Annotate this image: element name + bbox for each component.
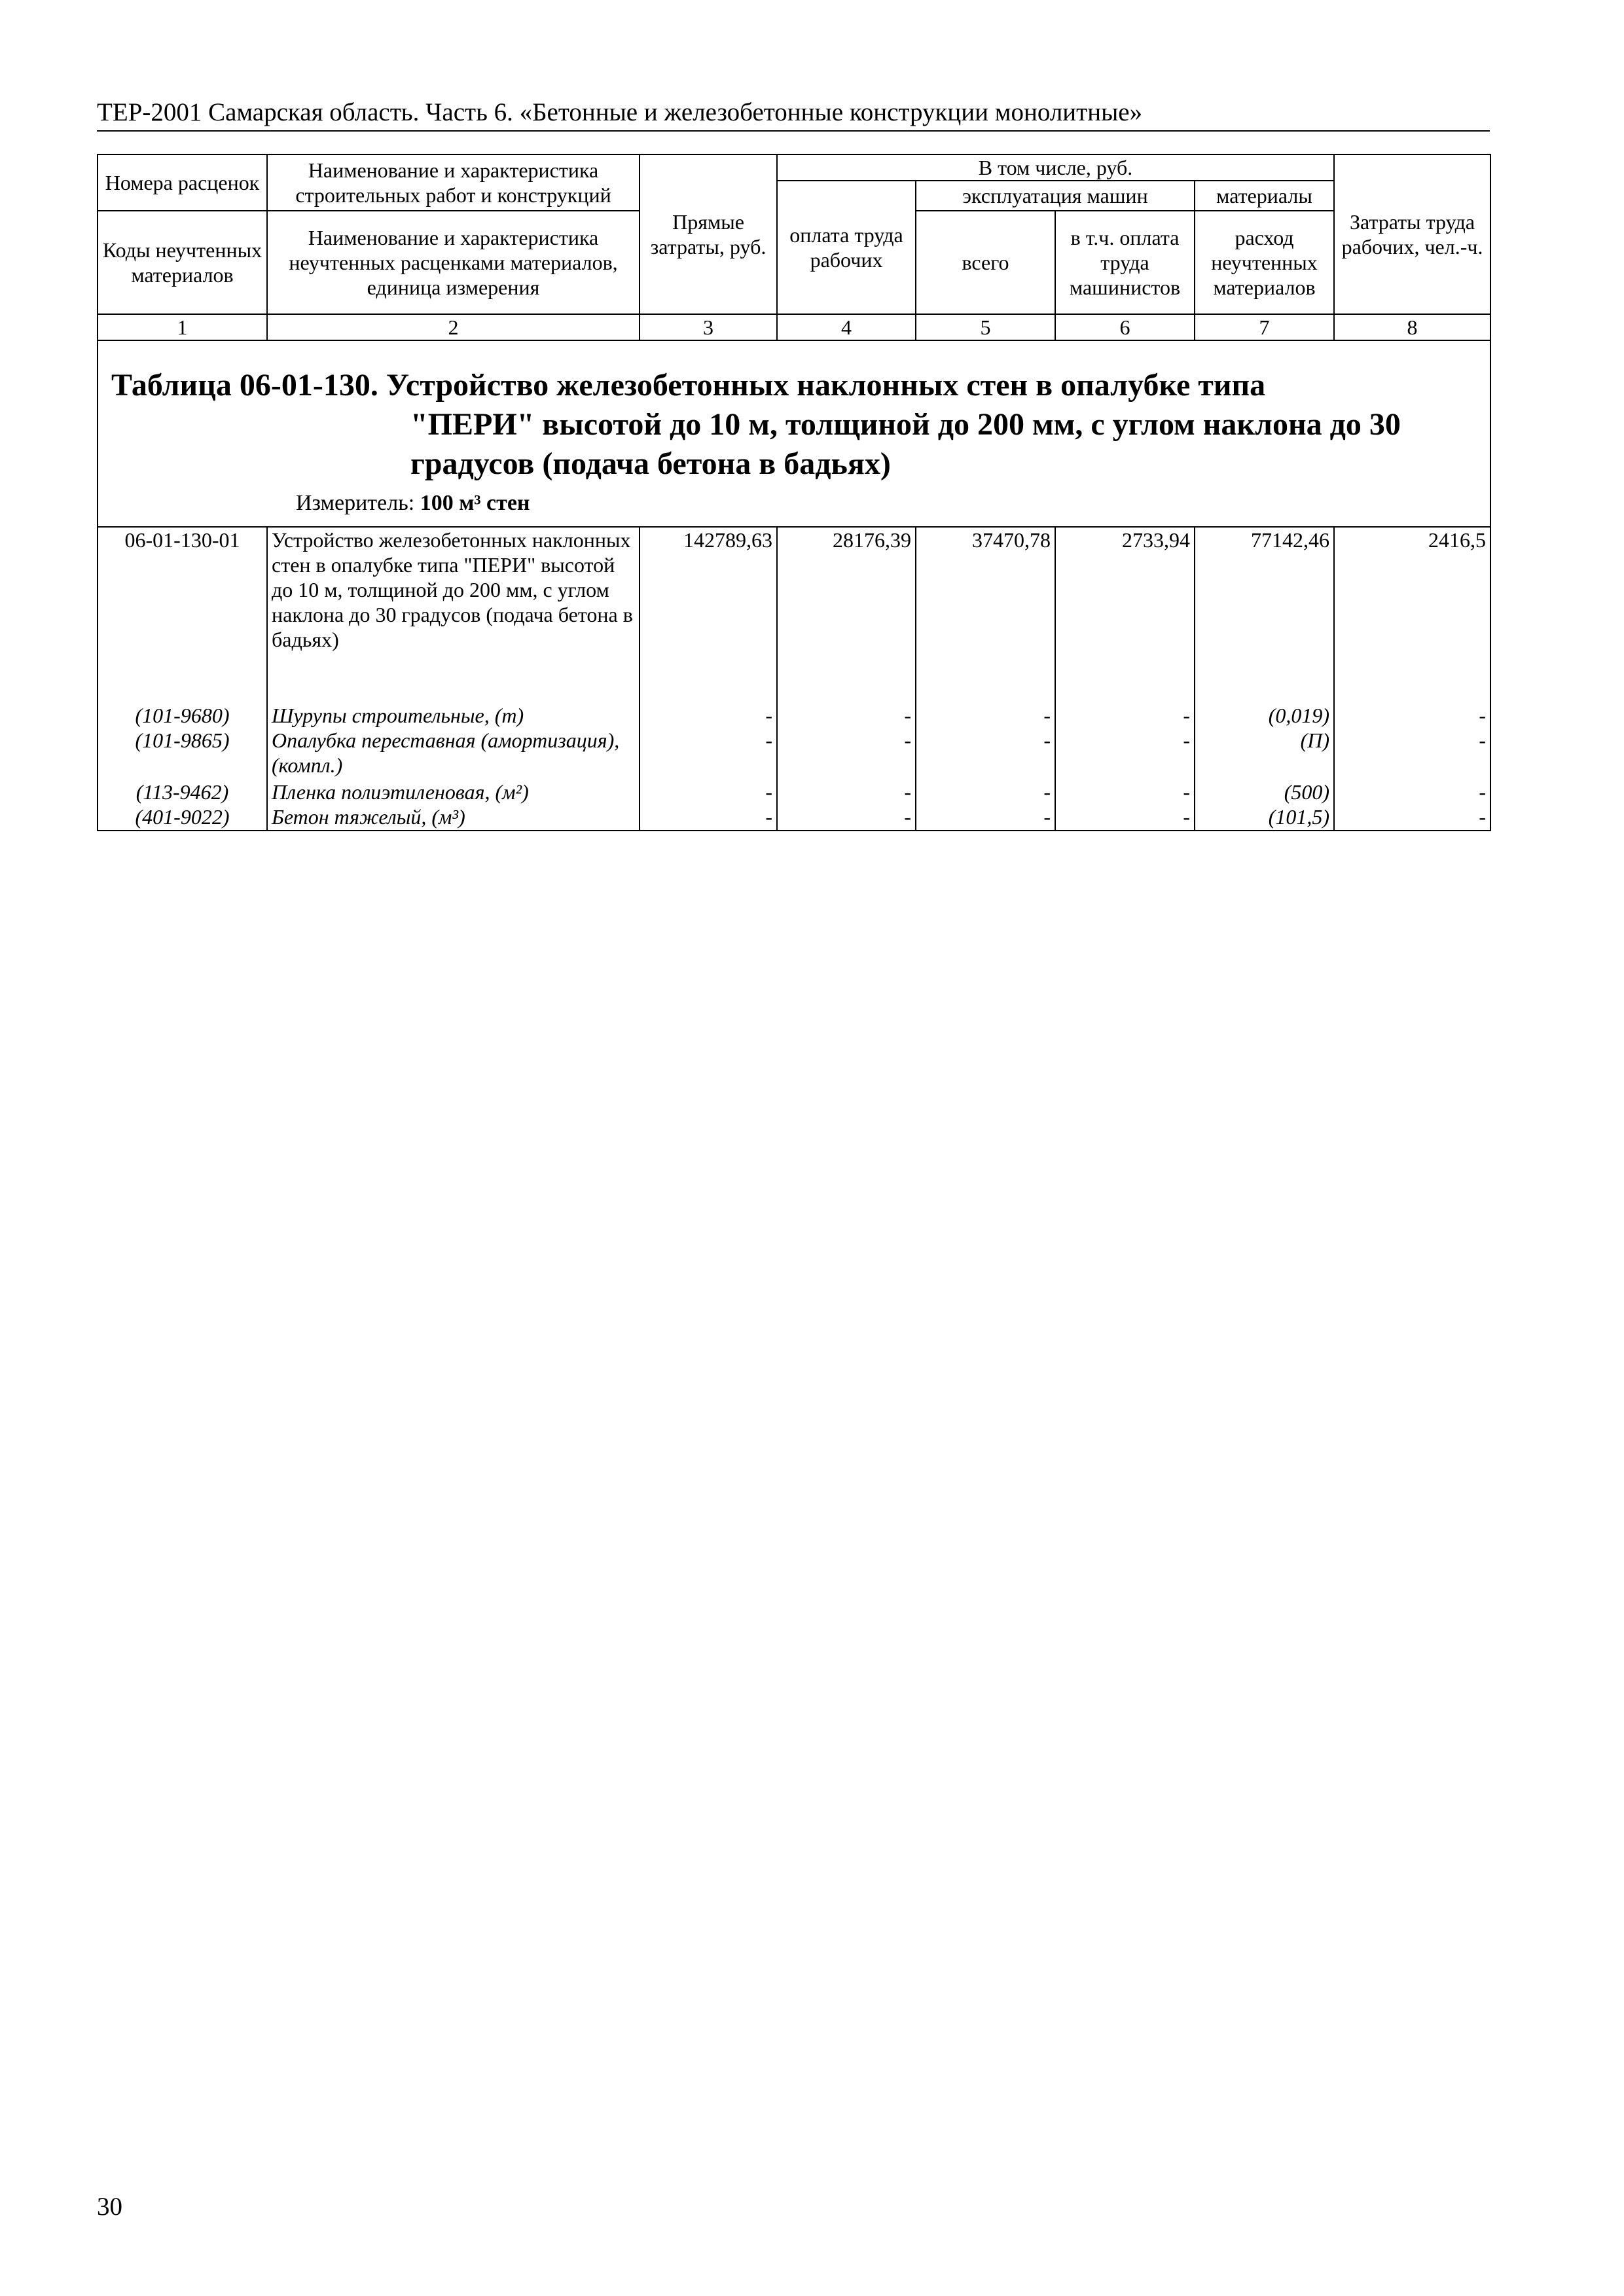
material-row: [98, 728, 1490, 780]
header-material-codes: Коды неучтенных материалов: [98, 211, 267, 314]
header-material-consumption: расход неучтенных материалов: [1195, 211, 1334, 314]
rate-machines-total: 37470,78: [916, 527, 1055, 703]
material-value: -: [1334, 804, 1490, 831]
running-header: ТЕР-2001 Самарская область. Часть 6. «Бетонные и железобетонные конструкции монолитные»: [97, 98, 1143, 126]
header-materials: материалы: [1195, 181, 1334, 211]
material-code: (113-9462): [98, 780, 267, 804]
material-row: [98, 703, 1490, 728]
header-machinist-pay: в т.ч. оплата труда машинистов: [1055, 211, 1195, 314]
rate-machinist-pay: 2733,94: [1055, 527, 1195, 703]
material-consumption: (П): [1195, 728, 1334, 780]
table-title-line-1: Таблица 06-01-130. Устройство железобетонных наклонных стен в опалубке типа: [111, 368, 1266, 403]
material-value: -: [916, 728, 1055, 780]
material-code: (101-9865): [98, 728, 267, 780]
material-name: Пленка полиэтиленовая, (м²): [267, 780, 640, 804]
material-value: -: [777, 804, 916, 831]
column-number: 5: [916, 314, 1055, 340]
material-value: -: [1334, 728, 1490, 780]
header-worker-pay: оплата труда рабочих: [777, 181, 916, 314]
column-number: 6: [1055, 314, 1195, 340]
material-value: -: [777, 780, 916, 804]
material-value: -: [916, 703, 1055, 728]
measure-value: 100 м³ стен: [420, 491, 530, 515]
material-value: -: [916, 804, 1055, 831]
material-value: -: [640, 804, 777, 831]
material-consumption: (500): [1195, 780, 1334, 804]
header-rule: [97, 130, 1490, 132]
material-code: (401-9022): [98, 804, 267, 831]
page-number: 30: [97, 2193, 122, 2221]
column-number: 4: [777, 314, 916, 340]
header-machines-total: всего: [916, 211, 1055, 314]
rate-materials: 77142,46: [1195, 527, 1334, 703]
table-title-line-2: "ПЕРИ" высотой до 10 м, толщиной до 200 мм, с углом наклона до 30: [410, 407, 1401, 442]
material-value: -: [640, 728, 777, 780]
material-value: -: [777, 728, 916, 780]
rate-name: Устройство железобетонных наклонных стен в опалубке типа "ПЕРИ" высотой до 10 м, толщиной до 200 мм, с углом наклона до 30 градусов (подача бетона в бадьях): [267, 527, 640, 703]
material-value: -: [1055, 804, 1195, 831]
material-value: -: [640, 780, 777, 804]
header-rate-numbers: Номера расценок: [98, 154, 267, 211]
material-value: -: [1055, 728, 1195, 780]
column-numbers-row: [98, 314, 1490, 340]
table-title-line-3: градусов (подача бетона в бадьях): [410, 446, 891, 481]
rate-direct-costs: 142789,63: [640, 527, 777, 703]
material-name: Бетон тяжелый, (м³): [267, 804, 640, 831]
rate-row: [98, 527, 1490, 703]
rates-table: [97, 154, 1491, 831]
material-row: [98, 780, 1490, 804]
material-value: -: [640, 703, 777, 728]
table-title-cell: [98, 340, 1490, 527]
material-value: -: [916, 780, 1055, 804]
column-number: 3: [640, 314, 777, 340]
material-value: -: [1334, 703, 1490, 728]
material-value: -: [1055, 703, 1195, 728]
material-value: -: [1055, 780, 1195, 804]
header-direct-costs: Прямые затраты, руб.: [640, 154, 777, 314]
material-value: -: [777, 703, 916, 728]
column-number: 8: [1334, 314, 1490, 340]
measure-line: [111, 489, 1479, 518]
rate-labor-hours: 2416,5: [1334, 527, 1490, 703]
rate-worker-pay: 28176,39: [777, 527, 916, 703]
header-machines: эксплуатация машин: [916, 181, 1195, 211]
material-name: Шурупы строительные, (т): [267, 703, 640, 728]
material-name: Опалубка переставная (амортизация), (компл.): [267, 728, 640, 780]
column-number: 1: [98, 314, 267, 340]
material-consumption: (0,019): [1195, 703, 1334, 728]
material-code: (101-9680): [98, 703, 267, 728]
column-number: 7: [1195, 314, 1334, 340]
header-work-name: Наименование и характеристика строительных работ и конструкций: [267, 154, 640, 211]
material-row: [98, 804, 1490, 831]
header-including: В том числе, руб.: [777, 154, 1334, 181]
material-value: -: [1334, 780, 1490, 804]
header-material-names: Наименование и характеристика неучтенных расценками материалов, единица измерения: [267, 211, 640, 314]
table-title-row: [98, 340, 1490, 527]
header-row-1: [98, 154, 1490, 181]
column-number: 2: [267, 314, 640, 340]
header-labor-hours: Затраты труда рабочих, чел.-ч.: [1334, 154, 1490, 314]
measure-label: Измеритель:: [296, 491, 415, 515]
material-consumption: (101,5): [1195, 804, 1334, 831]
rate-code: 06-01-130-01: [98, 527, 267, 703]
